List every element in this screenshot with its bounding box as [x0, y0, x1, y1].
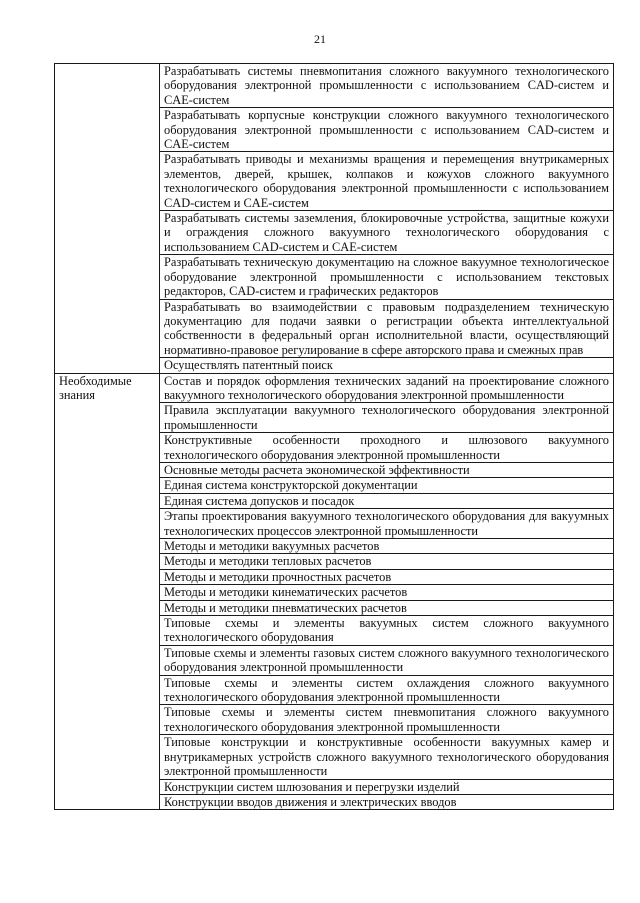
- knowledge-item: Типовые схемы и элементы вакуумных систем сложного вакуумного технологического оборудования: [160, 616, 614, 646]
- skills-label-cell: [55, 64, 160, 374]
- knowledge-item: Методы и методики кинематических расчетов: [160, 585, 614, 600]
- knowledge-item: Методы и методики пневматических расчетов: [160, 600, 614, 615]
- skills-item: Разрабатывать корпусные конструкции сложного вакуумного технологического оборудования электронной промышленности с использованием CAD-систем и CAE-систем: [160, 108, 614, 152]
- skills-row: [55, 64, 614, 108]
- knowledge-item: Единая система допусков и посадок: [160, 493, 614, 508]
- knowledge-item: Конструкции систем шлюзования и перегрузки изделий: [160, 779, 614, 794]
- requirements-table: [54, 63, 614, 810]
- knowledge-item: Типовые схемы и элементы систем пневмопитания сложного вакуумного технологического оборудования электронной промышленности: [160, 705, 614, 735]
- knowledge-item: Типовые конструкции и конструктивные особенности вакуумных камер и внутрикамерных устройств сложного вакуумного технологического оборудования электронной промышленности: [160, 735, 614, 779]
- knowledge-item: Этапы проектирования вакуумного технологического оборудования для вакуумных технологических процессов электронной промышленности: [160, 509, 614, 539]
- skills-item: Разрабатывать во взаимодействии с правовым подразделением техническую документацию для подачи заявки о регистрации объекта интеллектуальной собственности в федеральный орган исполнительной власти, осуществляющий нормативно-правовое регулирование в сфере авторского права и смежных прав: [160, 299, 614, 358]
- knowledge-item: Методы и методики прочностных расчетов: [160, 569, 614, 584]
- page-number: 21: [314, 32, 326, 46]
- knowledge-item: Типовые схемы и элементы систем охлаждения сложного вакуумного технологического оборудования электронной промышленности: [160, 675, 614, 705]
- skills-item: Разрабатывать приводы и механизмы вращения и перемещения внутрикамерных элементов, дверей, крышек, колпаков и кожухов сложного вакуумного технологического оборудования электронной промышленности с использованием CAD-систем и CAE-систем: [160, 152, 614, 211]
- knowledge-item: Состав и порядок оформления технических заданий на проектирование сложного вакуумного технологического оборудования электронной промышленности: [160, 373, 614, 403]
- knowledge-item: Методы и методики вакуумных расчетов: [160, 539, 614, 554]
- skills-item: Разрабатывать техническую документацию на сложное вакуумное технологическое оборудование электронной промышленности с использованием текстовых редакторов, CAD-систем и графических редакторов: [160, 255, 614, 299]
- skills-item: Разрабатывать системы пневмопитания сложного вакуумного технологического оборудования электронной промышленности с использованием CAD-систем и CAE-систем: [160, 64, 614, 108]
- skills-item: Разрабатывать системы заземления, блокировочные устройства, защитные кожухи и ограждения сложного вакуумного технологического оборудования с использованием CAD-систем и CAE-систем: [160, 211, 614, 255]
- knowledge-row: [55, 373, 614, 403]
- knowledge-item: Единая система конструкторской документации: [160, 478, 614, 493]
- skills-item: Осуществлять патентный поиск: [160, 358, 614, 373]
- knowledge-item: Конструктивные особенности проходного и шлюзового вакуумного технологического оборудования электронной промышленности: [160, 433, 614, 463]
- knowledge-item: Основные методы расчета экономической эффективности: [160, 462, 614, 477]
- knowledge-item: Методы и методики тепловых расчетов: [160, 554, 614, 569]
- knowledge-label-cell: Необходимые знания: [55, 373, 160, 810]
- knowledge-item: Конструкции вводов движения и электрических вводов: [160, 794, 614, 809]
- knowledge-item: Типовые схемы и элементы газовых систем сложного вакуумного технологического оборудования электронной промышленности: [160, 645, 614, 675]
- knowledge-item: Правила эксплуатации вакуумного технологического оборудования электронной промышленности: [160, 403, 614, 433]
